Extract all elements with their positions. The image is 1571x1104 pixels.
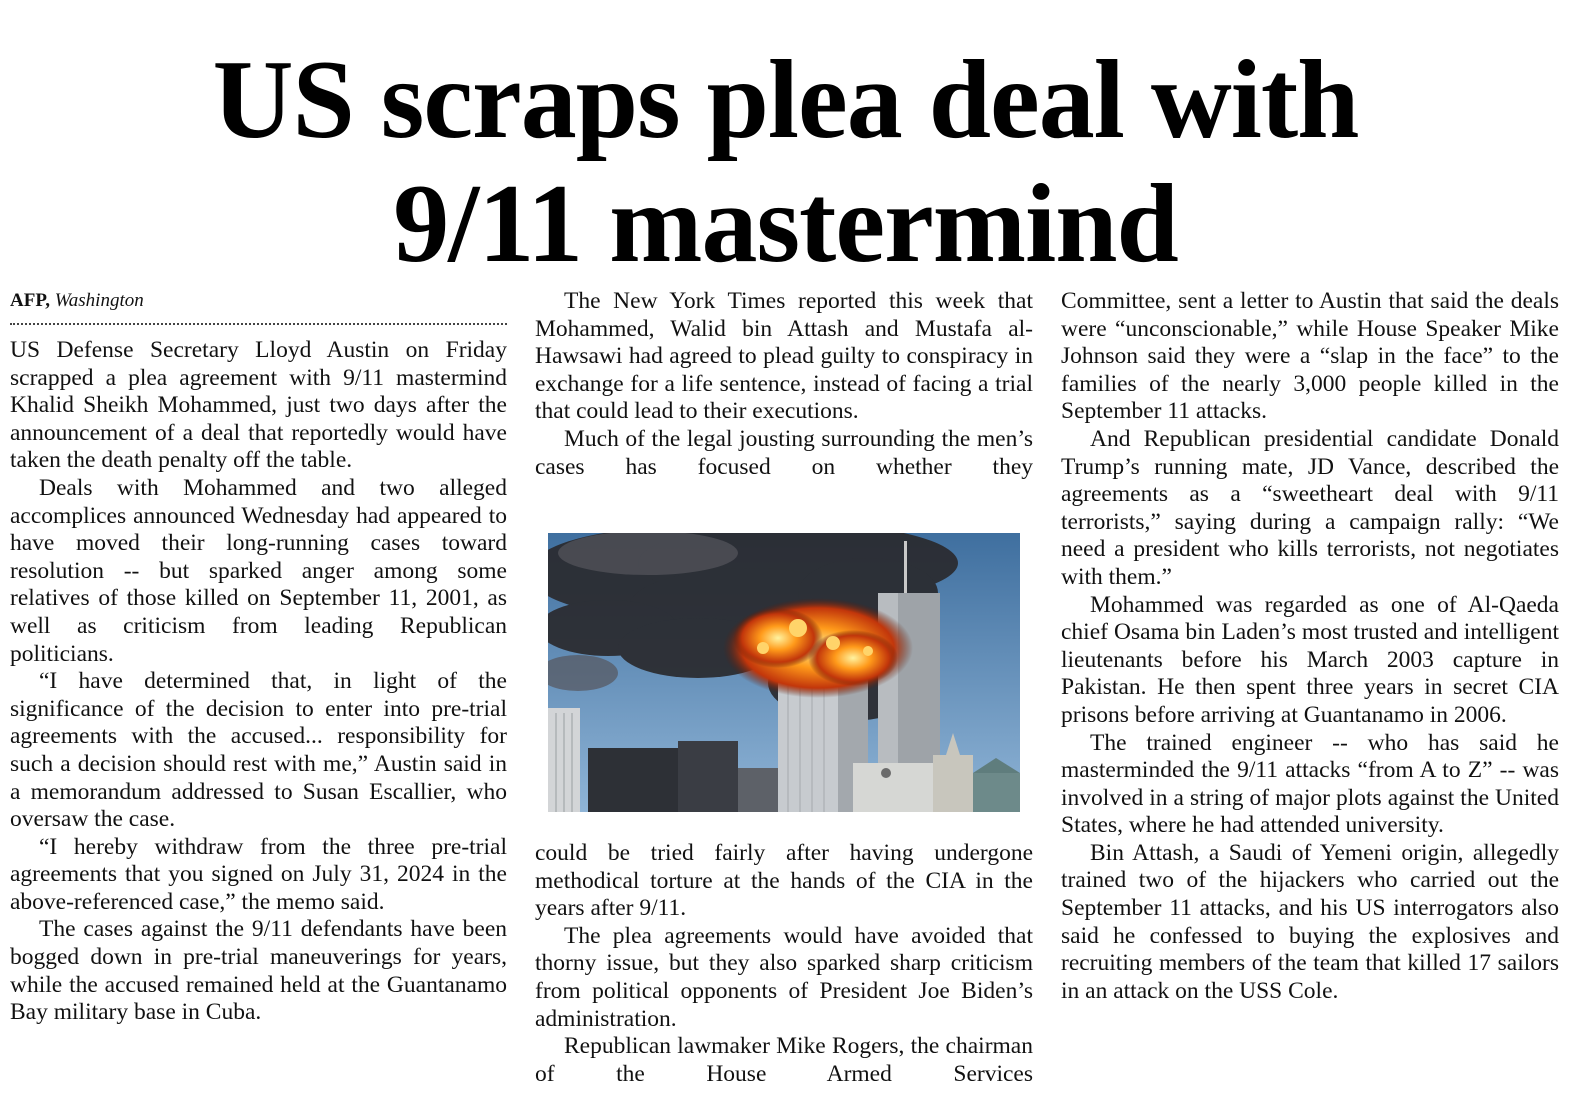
column-1 (10, 288, 507, 1027)
paragraph: Deals with Mohammed and two alleged accomplices announced Wednesday had appeared to have moved their long-running cases toward resolution -- but sparked anger among some relatives of those killed on September 11, 2001, as well as criticism from leading Republican politicians. (10, 474, 507, 667)
paragraph: US Defense Secretary Lloyd Austin on Friday scrapped a plea agreement with 9/11 mastermind Khalid Sheikh Mohammed, just two days after the announcement of a deal that reportedly would have taken the death penalty off the table. (10, 337, 507, 474)
column-3 (1061, 288, 1559, 1005)
headline-line-1: US scraps plea deal with (212, 38, 1359, 162)
twin-towers-attack-photo (548, 533, 1020, 812)
paragraph: could be tried fairly after having undergone methodical torture at the hands of the CIA in the years after 9/11. (535, 840, 1033, 922)
column-2-top (535, 288, 1033, 481)
byline-agency: AFP, (10, 290, 50, 311)
byline (10, 288, 507, 325)
paragraph: Much of the legal jousting surrounding the men’s cases has focused on whether they (535, 425, 1033, 480)
paragraph: The trained engineer -- who has said he masterminded the 9/11 attacks “from A to Z” -- was involved in a string of major plots against the United States, where he had attended university. (1061, 729, 1559, 839)
paragraph: Mohammed was regarded as one of Al-Qaeda chief Osama bin Laden’s most trusted and intelligent lieutenants before his March 2003 capture in Pakistan. He then spent three years in secret CIA prisons before arriving at Guantanamo in 2006. (1061, 591, 1559, 728)
paragraph: The New York Times reported this week that Mohammed, Walid bin Attash and Mustafa al-Hawsawi had agreed to plead guilty to conspiracy in exchange for a life sentence, instead of facing a trial that could lead to their executions. (535, 288, 1033, 425)
paragraph: Republican lawmaker Mike Rogers, the chairman of the House Armed Services (535, 1033, 1033, 1087)
headline-line-2: 9/11 mastermind (393, 162, 1178, 286)
paragraph: “I have determined that, in light of the significance of the decision to enter into pre-trial agreements with the accused... responsibility for such a decision should rest with me,” Austin said in a memorandum addressed to Susan Escallier, who oversaw the case. (10, 668, 507, 833)
paragraph: And Republican presidential candidate Donald Trump’s running mate, JD Vance, described the agreements as a “sweetheart deal with 9/11 terrorists,” saying during a campaign rally: “We need a president who kills terrorists, not negotiates with them.” (1061, 425, 1559, 590)
paragraph: The cases against the 9/11 defendants have been bogged down in pre-trial maneuverings for years, while the accused remained held at the Guantanamo Bay military base in Cuba. (10, 916, 507, 1026)
byline-location: Washington (54, 290, 144, 311)
paragraph: Bin Attash, a Saudi of Yemeni origin, allegedly trained two of the hijackers who carried out the September 11 attacks, and his US interrogators also said he confessed to buying the explosives and recruiting members of the team that killed 17 sailors in an attack on the USS Cole. (1061, 839, 1559, 1004)
paragraph: Committee, sent a letter to Austin that said the deals were “unconscionable,” while House Speaker Mike Johnson said they were a “slap in the face” to the families of the nearly 3,000 people killed in the September 11 attacks. (1061, 288, 1559, 425)
column-2-bottom (535, 840, 1033, 1088)
paragraph: The plea agreements would have avoided that thorny issue, but they also sparked sharp criticism from political opponents of President Joe Biden’s administration. (535, 922, 1033, 1032)
paragraph: “I hereby withdraw from the three pre-trial agreements that you signed on July 31, 2024 in the above-referenced case,” the memo said. (10, 833, 507, 915)
headline (0, 38, 1571, 286)
